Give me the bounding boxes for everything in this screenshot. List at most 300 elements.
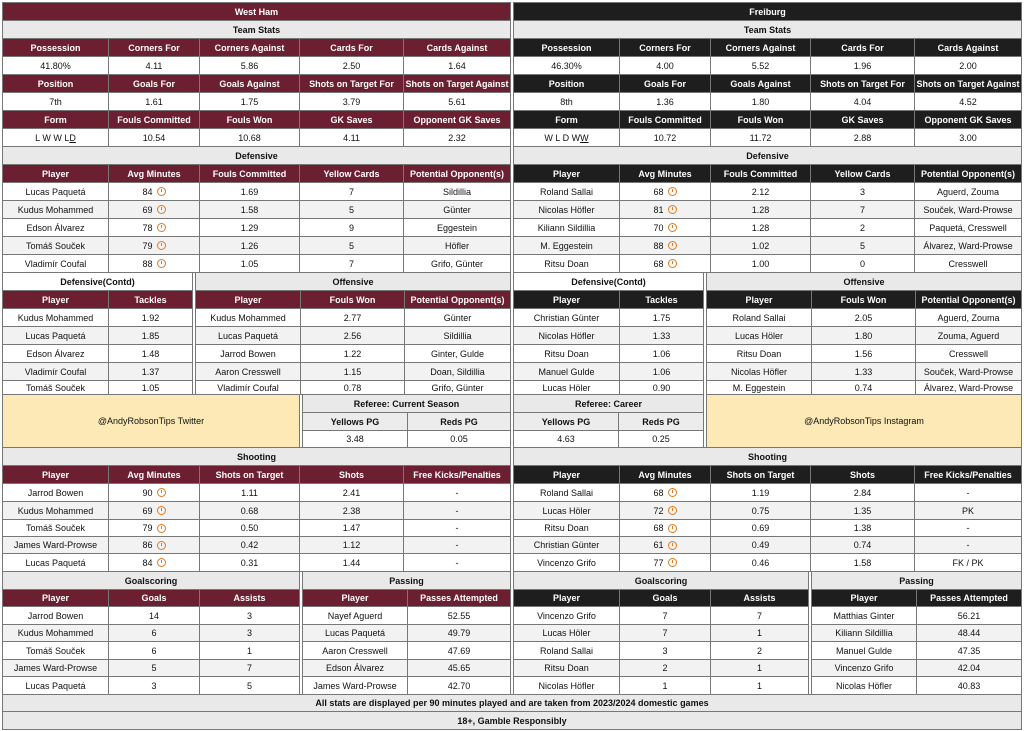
team-name: West Ham: [3, 3, 511, 21]
stat-label: Possession: [514, 39, 620, 57]
player-name: Jarrod Bowen: [3, 484, 109, 502]
player-name: Lucas Höler: [514, 381, 620, 395]
form-text: W L D W: [544, 132, 581, 143]
stat-value: 1.75: [620, 309, 704, 327]
shooting-left: [2, 447, 511, 572]
column-header: Fouls Committed: [711, 165, 811, 183]
player-name: Kudus Mohammed: [3, 201, 109, 219]
player-name: James Ward-Prowse: [303, 677, 408, 695]
section-title: Passing: [303, 572, 511, 590]
stat-value: 48.44: [917, 625, 1022, 642]
avg-minutes-cell: [620, 255, 711, 273]
stat-value: Günter: [404, 201, 511, 219]
section-title: Team Stats: [514, 21, 1022, 39]
section-title: Referee: Current Season: [303, 395, 511, 413]
stat-value: 47.69: [408, 642, 511, 660]
player-name: Edson Álvarez: [3, 345, 109, 363]
section-title: Offensive: [707, 273, 1022, 291]
stat-value: 0.90: [620, 381, 704, 395]
passing-right: [811, 571, 1022, 695]
section-title: Goalscoring: [3, 572, 300, 590]
stat-label: GK Saves: [300, 111, 404, 129]
minutes-value: 69: [142, 204, 153, 215]
shooting-right: [513, 447, 1022, 572]
stat-value: 1.56: [812, 345, 916, 363]
player-name: Ritsu Doan: [514, 520, 620, 537]
stat-value: 0.74: [811, 537, 915, 554]
avg-minutes-cell: [620, 537, 711, 554]
avg-minutes-cell: [109, 219, 200, 237]
form-value: [3, 129, 109, 147]
stopwatch-icon: [157, 506, 166, 515]
avg-minutes-cell: [109, 502, 200, 520]
stat-label: Opponent GK Saves: [915, 111, 1022, 129]
stat-value: -: [404, 537, 511, 554]
stat-label: Form: [514, 111, 620, 129]
stopwatch-icon: [157, 223, 166, 232]
minutes-value: 68: [653, 487, 664, 498]
stat-value: 3.79: [300, 93, 404, 111]
avg-minutes-cell: [109, 237, 200, 255]
team-header-left: [2, 2, 511, 21]
player-name: Lucas Paquetá: [303, 625, 408, 642]
stat-value: 6: [109, 642, 200, 660]
stopwatch-icon: [157, 205, 166, 214]
stat-value: 5: [300, 201, 404, 219]
stat-value: 0.50: [200, 520, 300, 537]
stat-value: 5: [200, 677, 300, 695]
avg-minutes-cell: [109, 537, 200, 554]
stat-value: 0.42: [200, 537, 300, 554]
player-name: Nicolas Höfler: [707, 363, 812, 381]
stat-value: Grifo, Günter: [404, 255, 511, 273]
avg-minutes-cell: [109, 183, 200, 201]
stat-label: Goals For: [109, 75, 200, 93]
stat-value: 2.00: [915, 57, 1022, 75]
section-title: Defensive(Contd): [3, 273, 193, 291]
column-header: Shots on Target: [200, 466, 300, 484]
stopwatch-icon: [668, 488, 677, 497]
player-name: Roland Sallai: [707, 309, 812, 327]
stat-value: 40.83: [917, 677, 1022, 695]
stat-value: 10.54: [109, 129, 200, 147]
stat-value: 2.41: [300, 484, 404, 502]
stat-value: 0.31: [200, 554, 300, 572]
column-header: Fouls Won: [812, 291, 916, 309]
stat-value: 7: [200, 660, 300, 677]
stopwatch-icon: [668, 524, 677, 533]
player-name: Matthias Ginter: [812, 607, 917, 625]
column-header: Avg Minutes: [620, 165, 711, 183]
stopwatch-icon: [668, 259, 677, 268]
player-name: Nayef Aguerd: [303, 607, 408, 625]
section-title: Offensive: [196, 273, 511, 291]
stat-value: 5.86: [200, 57, 300, 75]
column-header: Player: [514, 466, 620, 484]
column-header: Potential Opponent(s): [405, 291, 511, 309]
stat-value: 0.46: [711, 554, 811, 572]
player-name: M. Eggestein: [707, 381, 812, 395]
column-header: Reds PG: [619, 413, 704, 431]
stat-label: Form: [3, 111, 109, 129]
stat-label: Fouls Committed: [620, 111, 711, 129]
player-name: Jarrod Bowen: [196, 345, 301, 363]
stat-label: Shots on Target For: [811, 75, 915, 93]
stat-value: -: [404, 484, 511, 502]
stat-value: Grifo, Günter: [405, 381, 511, 395]
stat-value: 5: [109, 660, 200, 677]
stat-value: 1.58: [811, 554, 915, 572]
player-name: Nicolas Höfler: [514, 677, 620, 695]
form-last: W: [580, 132, 589, 143]
footer: [2, 694, 1022, 730]
form-text: L W W L: [35, 132, 70, 143]
minutes-value: 70: [653, 222, 664, 233]
stat-value: 56.21: [917, 607, 1022, 625]
stat-value: 0.68: [200, 502, 300, 520]
avg-minutes-cell: [620, 219, 711, 237]
stat-value: 8th: [514, 93, 620, 111]
stat-value: 3.00: [915, 129, 1022, 147]
stat-value: 11.72: [711, 129, 811, 147]
column-header: Avg Minutes: [109, 466, 200, 484]
stat-value: 6: [109, 625, 200, 642]
stat-value: 2.05: [812, 309, 916, 327]
defensive-left: [2, 146, 511, 273]
stat-label: Cards Against: [915, 39, 1022, 57]
column-header: Shots on Target: [711, 466, 811, 484]
passing-left: [302, 571, 511, 695]
stat-label: Position: [3, 75, 109, 93]
team-header-right: [513, 2, 1022, 21]
minutes-value: 78: [142, 222, 153, 233]
column-header: Yellows PG: [303, 413, 408, 431]
stat-label: Shots on Target Against: [915, 75, 1022, 93]
stat-label: Possession: [3, 39, 109, 57]
minutes-value: 88: [142, 258, 153, 269]
player-name: Aaron Cresswell: [303, 642, 408, 660]
player-name: Kudus Mohammed: [3, 309, 109, 327]
stat-value: 2.12: [711, 183, 811, 201]
player-name: Manuel Gulde: [812, 642, 917, 660]
minutes-value: 84: [142, 186, 153, 197]
stat-label: Opponent GK Saves: [404, 111, 511, 129]
column-header: Avg Minutes: [620, 466, 711, 484]
instagram-box: [706, 394, 1022, 448]
player-name: Lucas Paquetá: [3, 677, 109, 695]
stat-value: 14: [109, 607, 200, 625]
column-header: Player: [3, 165, 109, 183]
player-name: Nicolas Höfler: [812, 677, 917, 695]
stat-value: 1: [711, 625, 809, 642]
column-header: Free Kicks/Penalties: [915, 466, 1022, 484]
player-name: Edson Álvarez: [303, 660, 408, 677]
stat-label: Position: [514, 75, 620, 93]
minutes-value: 68: [653, 258, 664, 269]
stat-value: Cresswell: [916, 345, 1022, 363]
stopwatch-icon: [157, 241, 166, 250]
stat-value: 1.12: [300, 537, 404, 554]
stopwatch-icon: [157, 259, 166, 268]
avg-minutes-cell: [620, 484, 711, 502]
stat-value: 42.04: [917, 660, 1022, 677]
stat-label: Goals Against: [711, 75, 811, 93]
avg-minutes-cell: [620, 520, 711, 537]
stat-value: Doan, Sildillia: [405, 363, 511, 381]
stat-value: 3.48: [303, 431, 408, 448]
stat-value: Souček, Ward-Prowse: [915, 201, 1022, 219]
stat-value: 1.80: [711, 93, 811, 111]
player-name: Lucas Paquetá: [196, 327, 301, 345]
instagram-handle: @AndyRobsonTips Instagram: [707, 395, 1022, 448]
player-name: Ritsu Doan: [514, 345, 620, 363]
stat-value: 1.05: [200, 255, 300, 273]
section-title: Shooting: [3, 448, 511, 466]
defensive-right: [513, 146, 1022, 273]
avg-minutes-cell: [620, 201, 711, 219]
stat-value: 1.02: [711, 237, 811, 255]
stopwatch-icon: [668, 506, 677, 515]
stat-value: 2.84: [811, 484, 915, 502]
player-name: Lucas Paquetá: [3, 554, 109, 572]
stat-value: 1: [711, 660, 809, 677]
stat-value: 1.61: [109, 93, 200, 111]
column-header: Potential Opponent(s): [404, 165, 511, 183]
player-name: Ritsu Doan: [707, 345, 812, 363]
player-name: Lucas Höler: [707, 327, 812, 345]
player-name: Ritsu Doan: [514, 660, 620, 677]
player-name: Tomáš Souček: [3, 520, 109, 537]
column-header: Avg Minutes: [109, 165, 200, 183]
stat-value: 10.68: [200, 129, 300, 147]
form-last: D: [69, 132, 76, 143]
stat-value: 1.37: [109, 363, 193, 381]
player-name: Lucas Höler: [514, 625, 620, 642]
column-header: Yellow Cards: [811, 165, 915, 183]
player-name: Roland Sallai: [514, 484, 620, 502]
stat-value: FK / PK: [915, 554, 1022, 572]
stat-value: 1.28: [711, 219, 811, 237]
stat-value: 0.49: [711, 537, 811, 554]
stat-value: 0.78: [301, 381, 405, 395]
stat-value: Zouma, Aguerd: [916, 327, 1022, 345]
column-header: Player: [812, 590, 917, 607]
player-name: Edson Álvarez: [3, 219, 109, 237]
stat-value: 2.56: [301, 327, 405, 345]
column-header: Player: [707, 291, 812, 309]
minutes-value: 86: [142, 540, 153, 550]
section-title: Defensive: [514, 147, 1022, 165]
stat-value: -: [404, 520, 511, 537]
stat-value: 2: [711, 642, 809, 660]
stat-value: 0.25: [619, 431, 704, 448]
stat-value: 1.75: [200, 93, 300, 111]
stat-value: -: [915, 520, 1022, 537]
footer-note: All stats are displayed per 90 minutes played and are taken from 2023/2024 domestic games: [3, 695, 1022, 712]
stat-value: 4.63: [514, 431, 619, 448]
player-name: Vladimír Coufal: [3, 255, 109, 273]
column-header: Tackles: [109, 291, 193, 309]
player-name: Vladimír Coufal: [3, 363, 109, 381]
stat-value: 7: [620, 625, 711, 642]
team-stats-left: [2, 20, 511, 147]
stat-value: 1.48: [109, 345, 193, 363]
stat-value: 1.85: [109, 327, 193, 345]
stopwatch-icon: [668, 187, 677, 196]
player-name: Tomáš Souček: [3, 642, 109, 660]
column-header: Assists: [200, 590, 300, 607]
stat-value: Eggestein: [404, 219, 511, 237]
stat-value: 2: [620, 660, 711, 677]
avg-minutes-cell: [620, 237, 711, 255]
avg-minutes-cell: [109, 554, 200, 572]
stat-value: 7: [620, 607, 711, 625]
stat-value: 41.80%: [3, 57, 109, 75]
stopwatch-icon: [668, 223, 677, 232]
stat-value: Álvarez, Ward-Prowse: [915, 237, 1022, 255]
stat-value: 2.77: [301, 309, 405, 327]
stat-label: Corners For: [620, 39, 711, 57]
stopwatch-icon: [668, 558, 677, 567]
stopwatch-icon: [157, 524, 166, 533]
stat-value: 3: [620, 642, 711, 660]
player-name: Aaron Cresswell: [196, 363, 301, 381]
minutes-value: 79: [142, 240, 153, 251]
stat-value: 1.64: [404, 57, 511, 75]
stopwatch-icon: [157, 488, 166, 497]
player-name: Lucas Höler: [514, 502, 620, 520]
player-name: Vladimír Coufal: [196, 381, 301, 395]
stat-label: GK Saves: [811, 111, 915, 129]
column-header: Potential Opponent(s): [915, 165, 1022, 183]
stat-value: 1.28: [711, 201, 811, 219]
stat-value: 2.88: [811, 129, 915, 147]
stat-value: 3: [200, 625, 300, 642]
twitter-box: [2, 394, 300, 448]
player-name: James Ward-Prowse: [3, 660, 109, 677]
stat-value: 1.00: [711, 255, 811, 273]
stat-value: 2.50: [300, 57, 404, 75]
player-name: Kudus Mohammed: [3, 625, 109, 642]
stat-value: Aguerd, Zouma: [916, 309, 1022, 327]
avg-minutes-cell: [109, 484, 200, 502]
avg-minutes-cell: [620, 554, 711, 572]
player-name: Kudus Mohammed: [196, 309, 301, 327]
stat-value: 2.38: [300, 502, 404, 520]
stat-value: 4.04: [811, 93, 915, 111]
player-name: Jarrod Bowen: [3, 607, 109, 625]
stat-value: 0: [811, 255, 915, 273]
player-name: Lucas Paquetá: [3, 327, 109, 345]
stat-value: 4.11: [300, 129, 404, 147]
stat-value: -: [915, 484, 1022, 502]
stat-label: Shots on Target For: [300, 75, 404, 93]
stat-value: 1: [711, 677, 809, 695]
column-header: Free Kicks/Penalties: [404, 466, 511, 484]
goalscoring-right: [513, 571, 809, 695]
column-header: Player: [514, 165, 620, 183]
column-header: Shots: [811, 466, 915, 484]
stat-value: Ginter, Gulde: [405, 345, 511, 363]
column-header: Shots: [300, 466, 404, 484]
stat-value: 0.75: [711, 502, 811, 520]
stat-label: Fouls Won: [711, 111, 811, 129]
stat-value: 2.32: [404, 129, 511, 147]
column-header: Player: [303, 590, 408, 607]
stat-value: 3: [200, 607, 300, 625]
stat-value: 1.19: [711, 484, 811, 502]
stat-value: 1.26: [200, 237, 300, 255]
player-name: Nicolas Höfler: [514, 201, 620, 219]
stat-value: -: [404, 554, 511, 572]
stat-value: 1.15: [301, 363, 405, 381]
stat-label: Cards For: [811, 39, 915, 57]
stat-value: 7: [300, 183, 404, 201]
stat-value: 1.22: [301, 345, 405, 363]
form-value: [514, 129, 620, 147]
stat-label: Corners Against: [711, 39, 811, 57]
stat-value: 5.52: [711, 57, 811, 75]
column-header: Potential Opponent(s): [916, 291, 1022, 309]
minutes-value: 61: [653, 540, 664, 550]
offensive-right: [706, 272, 1022, 395]
stat-value: 1.38: [811, 520, 915, 537]
team-name: Freiburg: [514, 3, 1022, 21]
player-name: Christian Günter: [514, 309, 620, 327]
player-name: Christian Günter: [514, 537, 620, 554]
twitter-handle: @AndyRobsonTips Twitter: [3, 395, 300, 448]
section-title: Passing: [812, 572, 1022, 590]
stat-value: 4.52: [915, 93, 1022, 111]
minutes-value: 81: [653, 204, 664, 215]
column-header: Player: [196, 291, 301, 309]
column-header: Goals: [620, 590, 711, 607]
stat-label: Cards Against: [404, 39, 511, 57]
column-header: Passes Attempted: [917, 590, 1022, 607]
stat-value: 1.06: [620, 363, 704, 381]
column-header: Yellows PG: [514, 413, 619, 431]
column-header: Player: [3, 466, 109, 484]
stopwatch-icon: [157, 187, 166, 196]
column-header: Player: [514, 590, 620, 607]
stat-value: 7: [811, 201, 915, 219]
stat-value: 5: [300, 237, 404, 255]
player-name: Vincenzo Grifo: [812, 660, 917, 677]
stat-value: 46.30%: [514, 57, 620, 75]
stat-value: 49.79: [408, 625, 511, 642]
stat-value: 1.35: [811, 502, 915, 520]
player-name: Roland Sallai: [514, 183, 620, 201]
player-name: Vincenzo Grifo: [514, 607, 620, 625]
stopwatch-icon: [668, 205, 677, 214]
stat-label: Corners Against: [200, 39, 300, 57]
stat-value: 1.36: [620, 93, 711, 111]
avg-minutes-cell: [109, 255, 200, 273]
stat-value: 3: [109, 677, 200, 695]
stat-value: 0.69: [711, 520, 811, 537]
stat-value: 1.11: [200, 484, 300, 502]
stat-label: Goals Against: [200, 75, 300, 93]
section-title: Shooting: [514, 448, 1022, 466]
stat-label: Corners For: [109, 39, 200, 57]
minutes-value: 72: [653, 505, 664, 516]
section-title: Goalscoring: [514, 572, 809, 590]
stat-value: 1: [200, 642, 300, 660]
stat-value: Souček, Ward-Prowse: [916, 363, 1022, 381]
player-name: James Ward-Prowse: [3, 537, 109, 554]
minutes-value: 88: [653, 240, 664, 251]
minutes-value: 69: [142, 505, 153, 516]
